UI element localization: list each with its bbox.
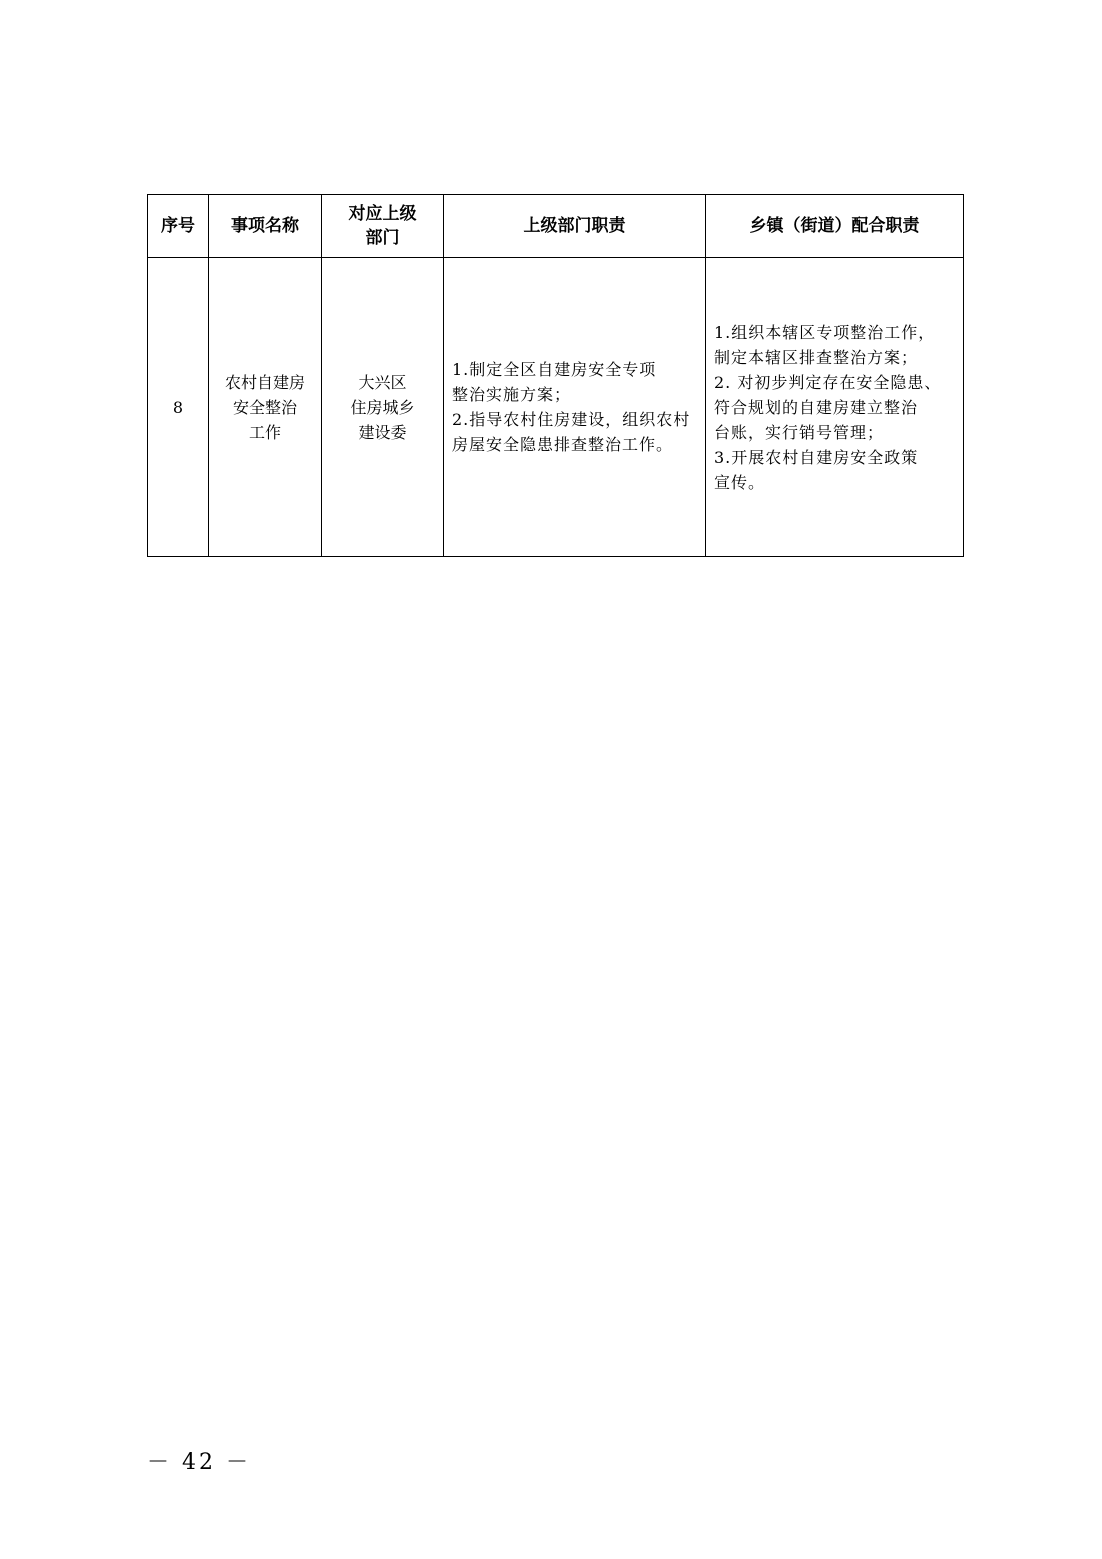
header-dept-line2: 部门 bbox=[365, 228, 400, 248]
table-header-row bbox=[148, 195, 964, 258]
table-row bbox=[148, 258, 964, 557]
town-duty-line: 宣传。 bbox=[714, 472, 766, 492]
town-duty-line: 2. 对初步判定存在安全隐患、 bbox=[714, 372, 942, 392]
superior-duty-line: 房屋安全隐患排查整治工作。 bbox=[452, 435, 674, 454]
row-superior-duties bbox=[444, 258, 706, 557]
superior-duty-line: 整治实施方案； bbox=[452, 385, 572, 404]
dept-line: 大兴区 bbox=[358, 372, 407, 392]
row-item-name bbox=[209, 258, 322, 557]
header-superior-duties: 上级部门职责 bbox=[444, 195, 706, 258]
town-duty-line: 符合规划的自建房建立整治 bbox=[714, 397, 919, 417]
page-number: － 42 － bbox=[147, 1450, 251, 1475]
header-no: 序号 bbox=[148, 195, 209, 258]
item-line: 安全整治 bbox=[232, 397, 297, 417]
superior-duty-line: 2.指导农村住房建设，组织农村 bbox=[452, 410, 691, 429]
town-duty-line: 制定本辖区排查整治方案； bbox=[714, 347, 919, 367]
dept-line: 建设委 bbox=[358, 422, 407, 442]
header-item-name: 事项名称 bbox=[209, 195, 322, 258]
header-town-duties: 乡镇（街道）配合职责 bbox=[706, 195, 964, 258]
superior-duty-line: 1.制定全区自建房安全专项 bbox=[452, 360, 657, 379]
row-superior-dept bbox=[322, 258, 444, 557]
town-duty-line: 台账，实行销号管理； bbox=[714, 422, 885, 442]
header-dept-line1: 对应上级 bbox=[348, 204, 417, 224]
town-duty-line: 3.开展农村自建房安全政策 bbox=[714, 447, 919, 467]
responsibility-table bbox=[147, 194, 964, 557]
header-superior-dept bbox=[322, 195, 444, 258]
town-duty-line: 1.组织本辖区专项整治工作， bbox=[714, 322, 936, 342]
item-line: 工作 bbox=[248, 422, 281, 442]
item-line: 农村自建房 bbox=[224, 372, 305, 392]
row-town-duties bbox=[706, 258, 964, 557]
dept-line: 住房城乡 bbox=[350, 397, 415, 417]
row-no: 8 bbox=[148, 258, 209, 557]
